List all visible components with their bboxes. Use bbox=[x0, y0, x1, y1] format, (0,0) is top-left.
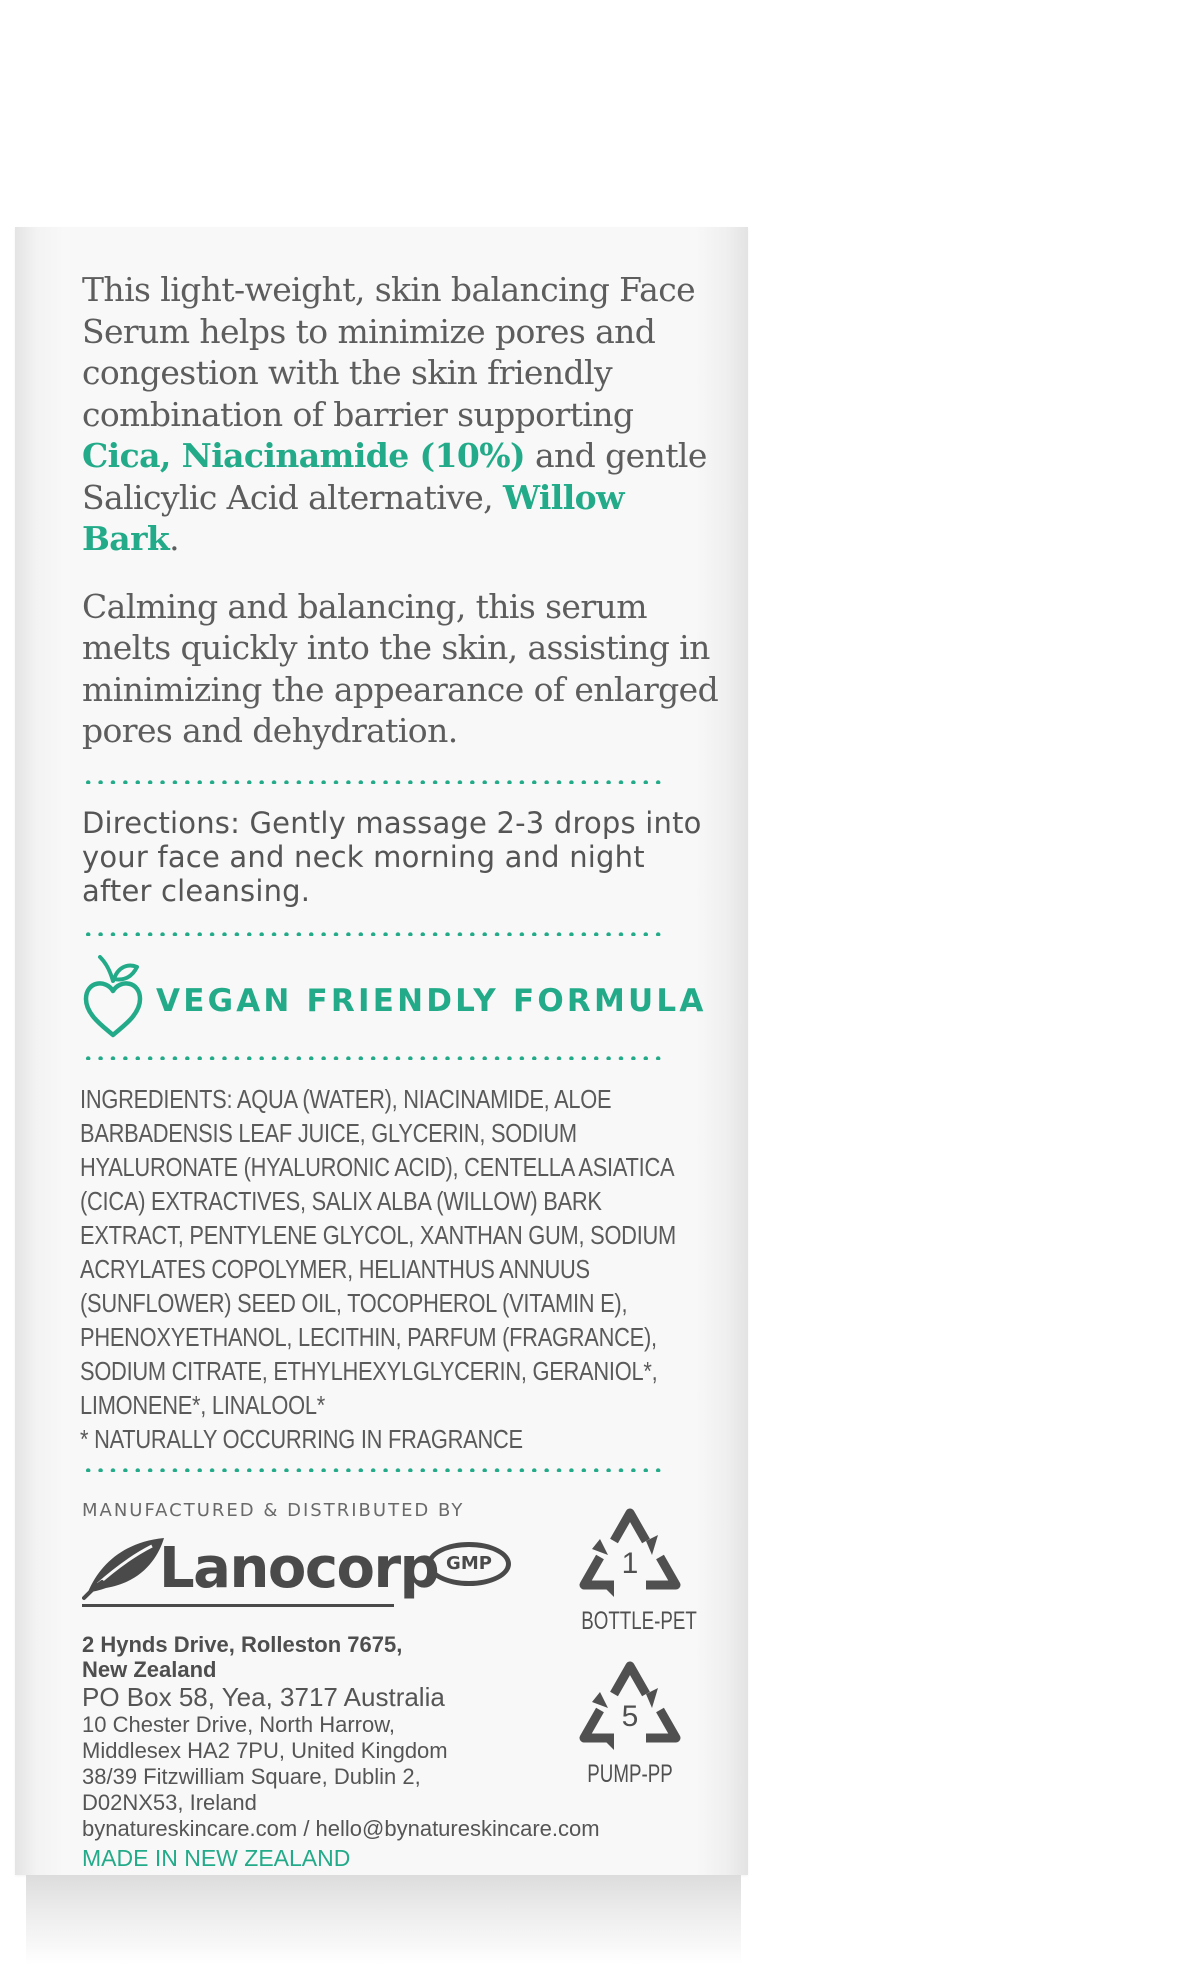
address-line: 10 Chester Drive, North Harrow, bbox=[82, 1711, 395, 1737]
label-shadow bbox=[26, 1875, 741, 1965]
ingredients-list bbox=[80, 1082, 685, 1456]
gmp-badge: GMP bbox=[427, 1542, 511, 1586]
recycle-label: PUMP-PP bbox=[587, 1759, 673, 1788]
address-line: 38/39 Fitzwilliam Square, Dublin 2, bbox=[82, 1763, 421, 1789]
made-in-label: MADE IN NEW ZEALAND bbox=[82, 1844, 351, 1871]
recycle-icon bbox=[570, 1497, 690, 1609]
address-line: PO Box 58, Yea, 3717 Australia bbox=[82, 1681, 445, 1712]
leaf-icon bbox=[82, 1534, 166, 1604]
manufactured-by-label: MANUFACTURED & DISTRIBUTED BY bbox=[82, 1499, 465, 1521]
dotted-divider bbox=[82, 780, 662, 784]
address-block bbox=[82, 1631, 600, 1872]
recycle-number: 1 bbox=[621, 1546, 639, 1580]
lanocorp-logo bbox=[82, 1530, 522, 1620]
dotted-divider bbox=[82, 1056, 662, 1060]
address-line: Middlesex HA2 7PU, United Kingdom bbox=[82, 1737, 448, 1763]
apple-heart-icon bbox=[82, 955, 144, 1039]
logo-underline bbox=[82, 1604, 394, 1607]
recycle-label: BOTTLE-PET bbox=[581, 1606, 697, 1635]
recycle-number: 5 bbox=[621, 1699, 639, 1733]
address-line: 2 Hynds Drive, Rolleston 7675, bbox=[82, 1631, 403, 1657]
ingredients-note: * NATURALLY OCCURRING IN FRAGRANCE bbox=[80, 1423, 523, 1454]
directions-text: Directions: Gently massage 2-3 drops into your face and neck morning and night after cleansing. bbox=[82, 805, 702, 908]
ingredients-text: INGREDIENTS: AQUA (WATER), NIACINAMIDE, ALOE BARBADENSIS LEAF JUICE, GLYCERIN, SODIUM HYALURONATE (HYALURONIC ACID), CENTELLA ASIATICA (CICA) EXTRACTIVES, SALIX ALBA (WILLOW) BARK EXTRACT, PENTYLENE GLYCOL, XANTHAN GUM, SODIUM ACRYLATES COPOLYMER, HELIANTHUS ANNUUS (SUNFLOWER) SEED OIL, TOCOPHEROL (VITAMIN E), PHENOXYETHANOL, LECITHIN, PARFUM (FRAGRANCE), SODIUM CITRATE, ETHYLHEXYLGLYCERIN, GERANIOL*, LIMONENE*, LINALOOL* bbox=[80, 1083, 676, 1420]
description-text: . bbox=[169, 519, 180, 558]
dotted-divider bbox=[82, 932, 662, 936]
description-text: and gentle Salicylic Acid alternative, bbox=[82, 436, 707, 517]
address-line: New Zealand bbox=[82, 1656, 217, 1682]
address-line: D02NX53, Ireland bbox=[82, 1789, 257, 1815]
description-text: This light-weight, skin balancing Face Serum helps to minimize pores and congestion with the skin friendly combination of barrier supporting bbox=[82, 270, 696, 434]
recycle-icon bbox=[570, 1650, 690, 1762]
description-paragraph-1 bbox=[82, 269, 722, 560]
vegan-badge bbox=[82, 954, 722, 1040]
vegan-text: VEGAN FRIENDLY FORMULA bbox=[156, 982, 707, 1019]
highlight-ingredients: Cica, Niacinamide (10%) bbox=[82, 436, 526, 475]
recycle-symbol-pump bbox=[565, 1650, 695, 1789]
dotted-divider bbox=[82, 1468, 662, 1472]
lanocorp-wordmark: Lanocorp bbox=[159, 1535, 439, 1601]
description-paragraph-2: Calming and balancing, this serum melts quickly into the skin, assisting in minimizing the appearance of enlarged pores and dehydration. bbox=[82, 586, 719, 750]
recycle-symbol-bottle bbox=[565, 1497, 695, 1636]
manufacturer-section bbox=[82, 1492, 722, 1912]
label-content bbox=[82, 269, 722, 1912]
product-label bbox=[15, 227, 748, 1875]
website-email: bynatureskincare.com / hello@bynatureskincare.com bbox=[82, 1815, 600, 1841]
highlight-willow-bark: Willow Bark bbox=[82, 477, 624, 558]
